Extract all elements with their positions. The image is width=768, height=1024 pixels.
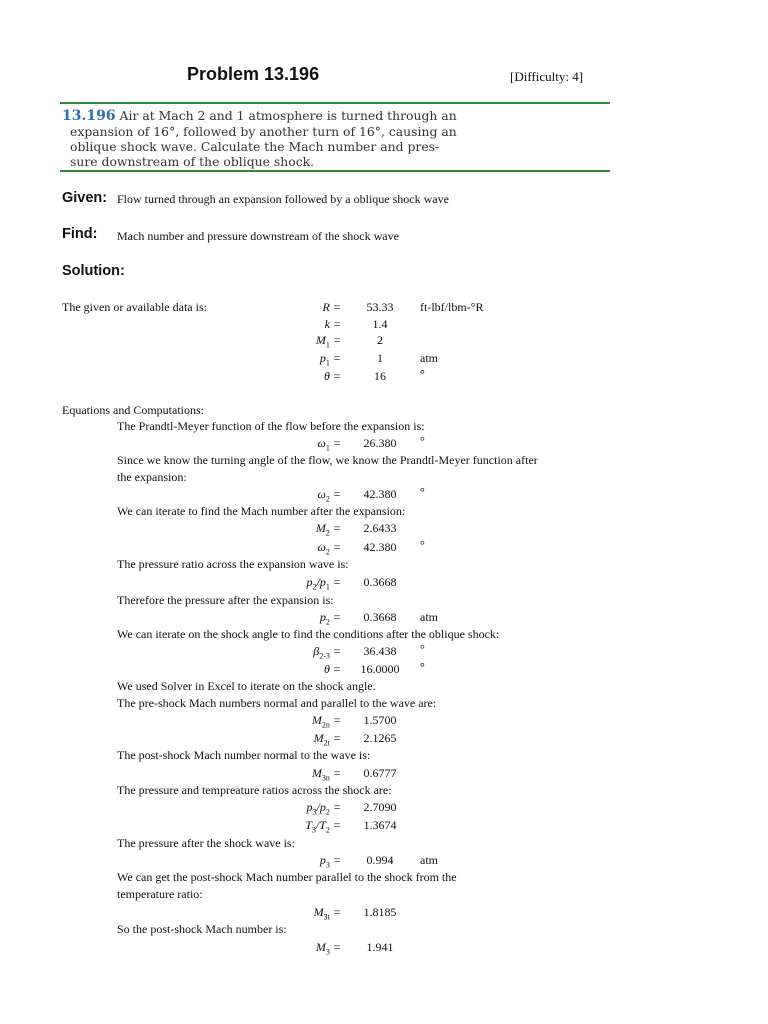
computation-text: The pressure ratio across the expansion wave is:: [117, 557, 349, 571]
result-symbol: $T_3/T_2$ =: [305, 818, 341, 835]
computation-text: We can iterate to find the Mach number after the expansion:: [117, 504, 406, 518]
result-value: 2.6433: [363, 521, 397, 535]
data-unit: ft-lbf/lbm-°R: [420, 300, 484, 314]
result-symbol: $p_3/p_2$ =: [306, 800, 341, 817]
data-symbol: R =: [322, 300, 341, 314]
result-value: 1.3674: [363, 818, 397, 832]
computation-text: We can iterate on the shock angle to find the conditions after the oblique shock:: [117, 627, 500, 641]
result-value: 1.8185: [363, 905, 397, 919]
result-value: 42.380: [363, 487, 397, 501]
computation-text: Therefore the pressure after the expansion is:: [117, 593, 334, 607]
result-unit: °: [420, 538, 425, 552]
result-value: 0.6777: [363, 766, 397, 780]
result-symbol: $\omega_2$ =: [317, 487, 341, 504]
problem-number: 13.196: [62, 108, 116, 124]
result-unit: °: [420, 485, 425, 499]
result-symbol: $M_{3t}$ =: [313, 905, 341, 922]
bottom-divider: [60, 170, 610, 172]
find-label: Find:: [62, 226, 98, 242]
result-value: 26.380: [363, 436, 397, 450]
equations-heading: Equations and Computations:: [62, 403, 204, 417]
find-text: Mach number and pressure downstream of the shock wave: [117, 229, 399, 243]
result-symbol: $p_2/p_1$ =: [306, 575, 341, 592]
result-symbol: $M_{3n}$ =: [311, 766, 341, 783]
result-symbol: θ =: [323, 662, 341, 676]
problem-title: Problem 13.196: [187, 64, 320, 84]
data-value: 1.4: [372, 317, 388, 331]
result-unit: atm: [420, 610, 438, 624]
problem-statement: [62, 108, 602, 169]
result-value: 0.3668: [363, 610, 397, 624]
result-value: 16.0000: [360, 662, 400, 676]
result-unit: °: [420, 642, 425, 656]
result-value: 0.994: [366, 853, 394, 867]
computation-text: The pressure and tempreature ratios across the shock are:: [117, 783, 392, 797]
data-symbol: k =: [324, 317, 341, 331]
data-symbol: $M_1$ =: [315, 333, 341, 350]
data-symbol: $p_1$ =: [319, 351, 341, 368]
result-value: 1.941: [366, 940, 394, 954]
given-text: Flow turned through an expansion followed by a oblique shock wave: [117, 192, 449, 206]
statement-line: Air at Mach 2 and 1 atmosphere is turned through an: [119, 108, 457, 123]
result-value: 1.5700: [363, 713, 397, 727]
data-unit: atm: [420, 351, 438, 365]
data-intro: The given or available data is:: [62, 300, 207, 314]
result-value: 36.438: [363, 644, 397, 658]
computation-text: Since we know the turning angle of the flow, we know the Prandtl-Meyer function after: [117, 453, 538, 467]
computation-text: The Prandtl-Meyer function of the flow before the expansion is:: [117, 419, 425, 433]
result-value: 2.7090: [363, 800, 397, 814]
data-value: 1: [377, 351, 383, 365]
data-symbol: θ =: [323, 369, 341, 383]
computation-text: The pre-shock Mach numbers normal and parallel to the wave are:: [117, 696, 437, 710]
computation-text: The post-shock Mach number normal to the wave is:: [117, 748, 371, 762]
data-unit: °: [420, 367, 425, 381]
computation-text: temperature ratio:: [117, 887, 203, 901]
computation-text: the expansion:: [117, 470, 187, 484]
data-value: 53.33: [366, 300, 394, 314]
result-value: 2.1265: [363, 731, 397, 745]
result-unit: atm: [420, 853, 438, 867]
result-symbol: $M_2$ =: [315, 521, 341, 538]
result-symbol: $\omega_1$ =: [317, 436, 341, 453]
statement-line: expansion of 16°, followed by another turn of 16°, causing an: [70, 124, 457, 139]
computation-text: The pressure after the shock wave is:: [117, 836, 295, 850]
statement-line: oblique shock wave. Calculate the Mach number and pres-: [70, 139, 440, 154]
statement-line: sure downstream of the oblique shock.: [70, 154, 315, 169]
difficulty-label: [Difficulty: 4]: [510, 69, 584, 84]
top-divider: [60, 102, 610, 104]
result-symbol: $p_3$ =: [319, 853, 341, 870]
data-value: 2: [377, 333, 383, 347]
solution-label: Solution:: [62, 263, 125, 279]
result-symbol: $\beta_{2-3}$ =: [313, 644, 341, 661]
result-value: 42.380: [363, 540, 397, 554]
result-symbol: $M_3$ =: [315, 940, 341, 957]
computation-text: So the post-shock Mach number is:: [117, 922, 287, 936]
result-symbol: $p_2$ =: [319, 610, 341, 627]
result-symbol: $M_{2n}$ =: [311, 713, 341, 730]
data-value: 16: [374, 369, 386, 383]
result-unit: °: [420, 660, 425, 674]
given-label: Given:: [62, 190, 108, 206]
result-symbol: $M_{2t}$ =: [313, 731, 341, 748]
result-symbol: $\omega_2$ =: [317, 540, 341, 557]
computation-text: We used Solver in Excel to iterate on the shock angle.: [117, 679, 376, 693]
result-value: 0.3668: [363, 575, 397, 589]
computation-text: We can get the post-shock Mach number parallel to the shock from the: [117, 870, 457, 884]
result-unit: °: [420, 434, 425, 448]
